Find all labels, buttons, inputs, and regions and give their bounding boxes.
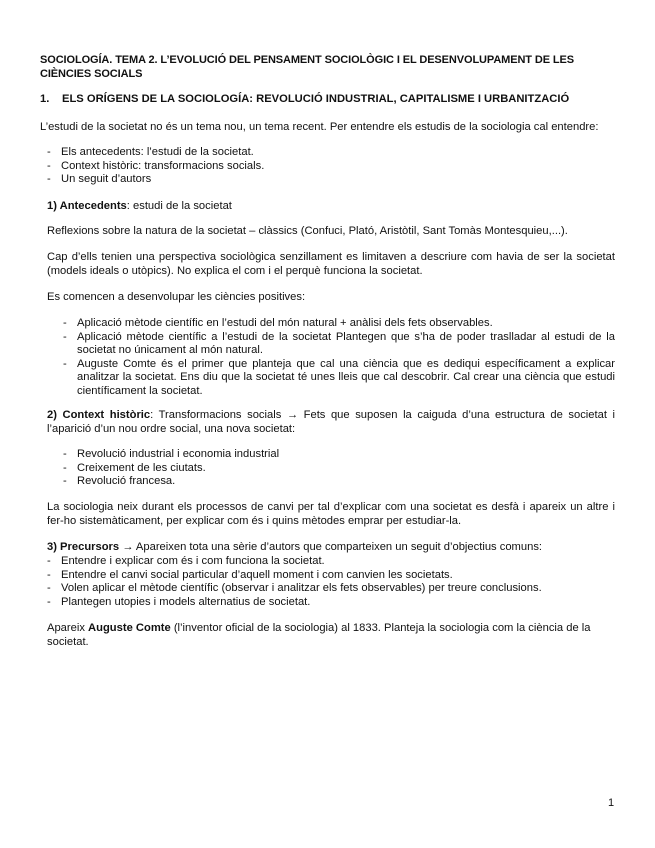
precursors-paragraph-start: Apareix	[47, 622, 89, 634]
list-item: - Volen aplicar el mètode científic (observar i analitzar els fets observables) per treure conclusions.	[47, 582, 617, 596]
precursors-paragraph	[47, 622, 615, 649]
list-item: - Context històric: transformacions socials.	[47, 160, 617, 174]
precursors-heading	[47, 541, 625, 555]
list-item: - Auguste Comte és el primer que planteja que cal una ciència que es dediqui específicament a explicar analitzar la societat. Ens diu que la societat té unes lleis que cal descobrir. Cal crear una ciència que estudi científicament la societat.	[63, 358, 615, 399]
precursors-paragraph-end: (l’inventor oficial de la sociologia) al 1833. Planteja la sociologia com la ciència de la societat.	[47, 622, 591, 648]
list-item: - Entendre i explicar com és i com funciona la societat.	[47, 555, 617, 569]
context-heading	[47, 409, 615, 436]
antecedents-paragraph-1: Reflexions sobre la natura de la societat – clàssics (Confuci, Plató, Aristòtil, Sant Tomàs Montesquieu,...).	[47, 225, 568, 237]
auguste-comte-name: Auguste Comte	[88, 622, 171, 634]
intro-list	[47, 146, 617, 187]
antecedents-heading	[47, 200, 625, 214]
section-number: 1.	[40, 93, 50, 105]
precursors-text: → Apareixen tota una sèrie d’autors que comparteixen un seguit d’objectius comuns:	[119, 541, 543, 553]
precursors-label: 3) Precursors	[47, 541, 120, 553]
intro-paragraph: L’estudi de la societat no és un tema nou, un tema recent. Per entendre els estudis de la sociologia cal entendre:	[40, 121, 599, 133]
antecedents-subtitle: : estudi de la societat	[126, 200, 232, 212]
list-item: - Aplicació mètode científic en l’estudi del món natural + anàlisi dels fets observables.	[63, 317, 615, 331]
list-item: - Un seguit d’autors	[47, 173, 617, 187]
precursors-list	[47, 555, 617, 609]
document-title: SOCIOLOGÍA. TEMA 2. L’EVOLUCIÓ DEL PENSAMENT SOCIOLÒGIC I EL DESENVOLUPAMENT DE LES CIÈNCIES SOCIALS	[40, 54, 575, 80]
context-list	[63, 448, 615, 489]
antecedents-label: 1) Antecedents	[47, 200, 127, 212]
page-number: 1	[608, 797, 615, 809]
list-item: - Entendre el canvi social particular d’aquell moment i com canvien les societats.	[47, 569, 617, 583]
context-label: 2) Context històric	[47, 409, 151, 421]
antecedents-paragraph-3: Es comencen a desenvolupar les ciències positives:	[47, 291, 306, 303]
section-heading-text: ELS ORÍGENS DE LA SOCIOLOGÍA: REVOLUCIÓ INDUSTRIAL, CAPITALISME I URBANITZACIÓ	[62, 93, 570, 105]
list-item: - Revolució francesa.	[63, 475, 615, 489]
context-paragraph: La sociologia neix durant els processos de canvi per tal d’explicar com una societat es desfà i apareix un altre i fer-ho sistemàticament, per explicar com és i quins mètodes emprar per estudiar-la.	[47, 501, 615, 527]
list-item: - Aplicació mètode científic a l’estudi de la societat Plantegen que s’ha de poder traslladar al estudi de la societat no únicament al món natural.	[63, 331, 615, 358]
list-item: - Revolució industrial i economia industrial	[63, 448, 615, 462]
antecedents-paragraph-2: Cap d’ells tenien una perspectiva sociològica senzillament es limitaven a descriure com havia de ser la societat (models ideals o utòpics). No explica el com i el perquè funciona la societat.	[47, 251, 615, 277]
list-item: - Els antecedents: l’estudi de la societat.	[47, 146, 617, 160]
section-heading	[40, 93, 630, 107]
list-item: - Creixement de les ciutats.	[63, 462, 615, 476]
list-item: - Plantegen utopies i models alternatius de societat.	[47, 596, 617, 610]
antecedents-list	[63, 317, 615, 399]
context-text: : Transformacions socials → Fets que suposen la caiguda d’una estructura de societat i l’aparició d’un nou ordre social, una nova societat:	[47, 409, 616, 435]
